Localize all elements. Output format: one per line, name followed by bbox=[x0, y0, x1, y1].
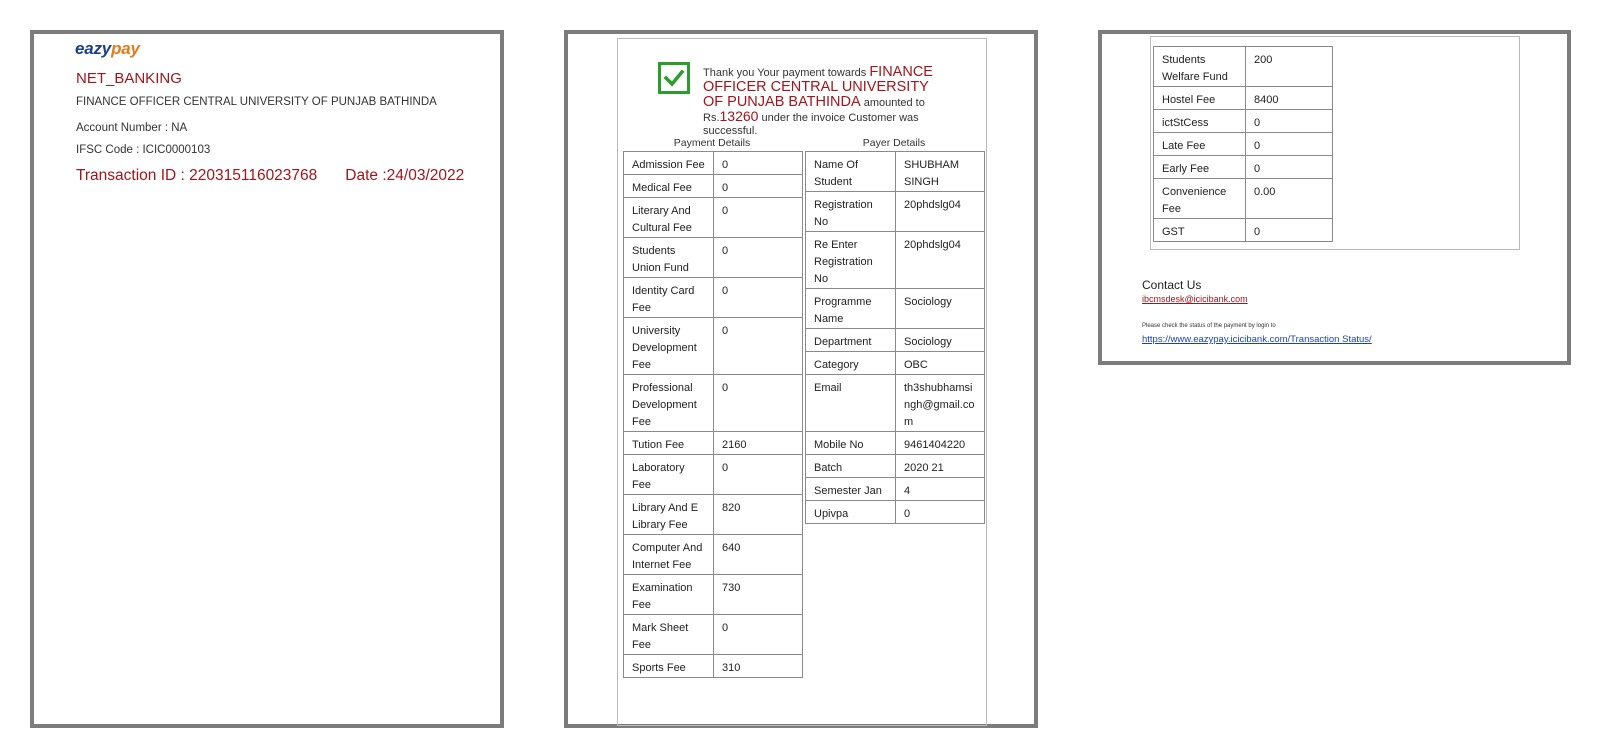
row-value: 0 bbox=[1246, 133, 1333, 156]
payment-mode-title: NET_BANKING bbox=[76, 70, 182, 87]
row-label: Medical Fee bbox=[624, 175, 714, 198]
row-label: Students Union Fund bbox=[624, 238, 714, 278]
row-label: Laboratory Fee bbox=[624, 455, 714, 495]
transaction-date: Date :24/03/2022 bbox=[345, 167, 465, 184]
row-value: 0 bbox=[714, 615, 803, 655]
row-value: 9461404220 bbox=[896, 432, 985, 455]
row-label: Batch bbox=[806, 455, 896, 478]
row-value: 820 bbox=[714, 495, 803, 535]
row-value: 310 bbox=[714, 655, 803, 678]
table-row bbox=[624, 655, 803, 678]
payment-details-title: Payment Details bbox=[673, 137, 751, 149]
row-label: Convenience Fee bbox=[1154, 179, 1246, 219]
row-value: 200 bbox=[1246, 47, 1333, 87]
row-value: 8400 bbox=[1246, 87, 1333, 110]
row-label: ictStCess bbox=[1154, 110, 1246, 133]
table-row bbox=[806, 478, 985, 501]
table-row bbox=[806, 232, 985, 289]
eazypay-logo: eazypay bbox=[75, 39, 140, 58]
row-value: 2160 bbox=[714, 432, 803, 455]
row-label: Programme Name bbox=[806, 289, 896, 329]
row-label: Semester Jan bbox=[806, 478, 896, 501]
row-label: Library And E Library Fee bbox=[624, 495, 714, 535]
payer-details-table bbox=[805, 151, 985, 524]
table-row bbox=[624, 535, 803, 575]
table-row bbox=[1154, 219, 1333, 242]
row-value: 0 bbox=[714, 175, 803, 198]
table-row bbox=[624, 198, 803, 238]
payment-details-table-continued bbox=[1153, 46, 1333, 242]
row-label: Category bbox=[806, 352, 896, 375]
row-value: Sociology bbox=[896, 289, 985, 329]
row-value: 0 bbox=[896, 501, 985, 524]
table-row bbox=[806, 352, 985, 375]
row-value: 0 bbox=[1246, 219, 1333, 242]
row-value: 640 bbox=[714, 535, 803, 575]
row-label: Literary And Cultural Fee bbox=[624, 198, 714, 238]
table-row bbox=[624, 175, 803, 198]
table-row bbox=[624, 278, 803, 318]
row-label: Registration No bbox=[806, 192, 896, 232]
row-label: Identity Card Fee bbox=[624, 278, 714, 318]
row-value: 0 bbox=[714, 198, 803, 238]
account-number: Account Number : NA bbox=[76, 122, 188, 134]
row-label: Tution Fee bbox=[624, 432, 714, 455]
table-row bbox=[1154, 110, 1333, 133]
transaction-status-link[interactable]: https://www.eazypay.icicibank.com/Transaction Status/ bbox=[1142, 334, 1372, 345]
row-value: 730 bbox=[714, 575, 803, 615]
table-row bbox=[624, 495, 803, 535]
row-value: SHUBHAM SINGH bbox=[896, 152, 985, 192]
table-row bbox=[624, 152, 803, 175]
row-value: 0.00 bbox=[1246, 179, 1333, 219]
table-row bbox=[1154, 47, 1333, 87]
row-value: th3shubhamsingh@gmail.com bbox=[896, 375, 985, 432]
table-row bbox=[806, 432, 985, 455]
row-value: 2020 21 bbox=[896, 455, 985, 478]
row-value: 0 bbox=[714, 455, 803, 495]
row-value: 0 bbox=[714, 375, 803, 432]
row-label: Computer And Internet Fee bbox=[624, 535, 714, 575]
table-row bbox=[624, 432, 803, 455]
row-label: Name Of Student bbox=[806, 152, 896, 192]
row-label: Late Fee bbox=[1154, 133, 1246, 156]
row-value: 0 bbox=[714, 318, 803, 375]
table-row bbox=[806, 289, 985, 329]
receipt-page-2 bbox=[564, 30, 1038, 728]
row-value: Sociology bbox=[896, 329, 985, 352]
table-row bbox=[624, 375, 803, 432]
row-value: 20phdslg04 bbox=[896, 232, 985, 289]
row-label: Students Welfare Fund bbox=[1154, 47, 1246, 87]
row-value: 4 bbox=[896, 478, 985, 501]
table-row bbox=[1154, 87, 1333, 110]
payment-success-message: Thank you Your payment towards FINANCE OFFICER CENTRAL UNIVERSITY OF PUNJAB BATHINDA amounted to Rs.13260 under the invoice Customer was successful. bbox=[703, 64, 933, 137]
row-label: Early Fee bbox=[1154, 156, 1246, 179]
payee-name: FINANCE OFFICER CENTRAL UNIVERSITY OF PUNJAB BATHINDA bbox=[76, 96, 437, 108]
table-row bbox=[624, 318, 803, 375]
row-label: GST bbox=[1154, 219, 1246, 242]
receipt-page-3 bbox=[1098, 30, 1571, 365]
table-row bbox=[624, 455, 803, 495]
row-label: Email bbox=[806, 375, 896, 432]
table-row bbox=[1154, 179, 1333, 219]
row-value: 0 bbox=[714, 152, 803, 175]
payment-amount: 13260 bbox=[719, 108, 759, 124]
row-value: 0 bbox=[714, 278, 803, 318]
table-row bbox=[806, 329, 985, 352]
table-row bbox=[806, 375, 985, 432]
checkmark-icon bbox=[658, 62, 690, 94]
row-label: Mark Sheet Fee bbox=[624, 615, 714, 655]
row-label: Upivpa bbox=[806, 501, 896, 524]
table-row bbox=[806, 152, 985, 192]
table-row bbox=[1154, 133, 1333, 156]
payment-details-table bbox=[623, 151, 803, 678]
ifsc-code: IFSC Code : ICIC0000103 bbox=[76, 144, 211, 156]
payee-name: FINANCE OFFICER CENTRAL UNIVERSITY OF PUNJAB BATHINDA bbox=[703, 64, 933, 110]
row-value: 20phdslg04 bbox=[896, 192, 985, 232]
row-value: 0 bbox=[1246, 110, 1333, 133]
row-label: Department bbox=[806, 329, 896, 352]
row-label: Hostel Fee bbox=[1154, 87, 1246, 110]
table-row bbox=[806, 501, 985, 524]
row-value: 0 bbox=[714, 238, 803, 278]
receipt-page-1 bbox=[30, 30, 504, 728]
row-value: 0 bbox=[1246, 156, 1333, 179]
row-label: University Development Fee bbox=[624, 318, 714, 375]
transaction-line bbox=[76, 167, 464, 185]
table-row bbox=[624, 615, 803, 655]
table-row bbox=[1154, 156, 1333, 179]
payer-details-title: Payer Details bbox=[862, 137, 926, 149]
contact-heading: Contact Us bbox=[1142, 278, 1202, 292]
status-note: Please check the status of the payment by login to bbox=[1142, 323, 1276, 329]
table-row bbox=[624, 575, 803, 615]
row-label: Sports Fee bbox=[624, 655, 714, 678]
row-label: Re Enter Registration No bbox=[806, 232, 896, 289]
row-label: Professional Development Fee bbox=[624, 375, 714, 432]
contact-email-link[interactable]: ibcmsdesk@icicibank.com bbox=[1142, 294, 1248, 304]
transaction-id: Transaction ID : 220315116023768 bbox=[76, 167, 318, 184]
row-value: OBC bbox=[896, 352, 985, 375]
row-label: Admission Fee bbox=[624, 152, 714, 175]
table-row bbox=[806, 192, 985, 232]
row-label: Mobile No bbox=[806, 432, 896, 455]
table-row bbox=[806, 455, 985, 478]
table-row bbox=[624, 238, 803, 278]
row-label: Examination Fee bbox=[624, 575, 714, 615]
